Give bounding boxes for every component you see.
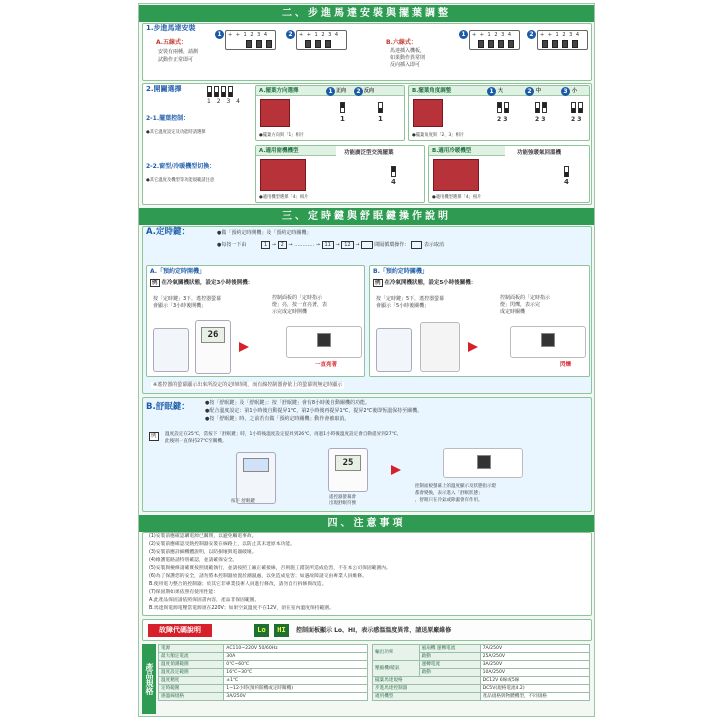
heatpump-model-desc: 功能強暖氣回溫機 bbox=[517, 150, 562, 156]
spec-key: 風扇機 運轉電流 bbox=[419, 645, 480, 653]
swing-direction-note: ●擺葉方向與「1」相片 bbox=[259, 133, 305, 138]
note-item: (4)維護電路請特別確認，並請確保安全。 bbox=[149, 558, 238, 563]
note-item: (3)安裝前應詳細機體說明，以防損壞與電器破壞。 bbox=[149, 550, 257, 555]
forward-badge: 1 bbox=[326, 87, 335, 96]
timer-on-indicator-tag: 一直亮著 bbox=[315, 362, 338, 368]
note-item: (7)保固期如果依照有使用性能： bbox=[149, 590, 219, 595]
note-item: (5)安裝與檢修請確實按照規範執行，並請按照工廠正確接線，否則施工錯誤所造成危害，不在本公司保固範圍內。 bbox=[149, 566, 391, 571]
timer-key-line1: ●做「預約定時開機」及「預約定時關機」 bbox=[217, 230, 312, 236]
spec-row bbox=[159, 645, 368, 653]
remote-control-photo bbox=[195, 320, 231, 374]
angle-big-label: 大 bbox=[498, 88, 504, 94]
window-model-note: ●適用機型選擇「4」相片 bbox=[259, 195, 309, 200]
fault-code-label: 故障代碼說明 bbox=[148, 624, 212, 637]
fault-code-row bbox=[142, 619, 592, 641]
spec-key: 溫度偵測範圍 bbox=[159, 661, 224, 669]
spec-key: 溫度設定範圍 bbox=[159, 669, 224, 677]
note-item: B.使用電力整合的控制器；於其它非專業技術人員進行修改，請勿自行拆修與改造。 bbox=[149, 582, 327, 587]
spec-group: 輸出功率 bbox=[373, 645, 420, 661]
spec-key: 定時範圍 bbox=[159, 685, 224, 693]
spec-row bbox=[159, 653, 368, 661]
timer-off-example bbox=[369, 265, 590, 377]
switch-select-title: 2.開關選擇 bbox=[146, 85, 182, 93]
five-wire-desc-2: 試動作正常即可 bbox=[158, 57, 194, 63]
timer-on-left-2: 會顯示「3小時後開機」 bbox=[153, 303, 207, 309]
reverse-switch-num: 1 bbox=[378, 115, 383, 123]
spec-group: 壓縮機/暖氣 bbox=[373, 661, 420, 677]
model-switch-note: ●其它溫度及機型等功能規範請注意 bbox=[146, 178, 215, 183]
spec-row bbox=[159, 669, 368, 677]
angle-mid-nums: 2 3 bbox=[535, 116, 546, 123]
reverse-badge: 2 bbox=[354, 87, 363, 96]
angle-small-label: 小 bbox=[572, 88, 578, 94]
sleep-example-2: 此後則一直保持27℃至關機。 bbox=[165, 439, 227, 444]
arrow-icon bbox=[239, 342, 249, 352]
spec-value: 0℃~60℃ bbox=[224, 661, 368, 669]
heatpump-switch-num: 4 bbox=[564, 178, 569, 186]
spec-value: 30A bbox=[224, 653, 368, 661]
timer-on-desc: 例 在冷氣關機狀態，設定3小時後開機： bbox=[152, 280, 254, 286]
fault-lo-icon: Lo bbox=[254, 624, 269, 637]
swing-control-note: ●其它溫度設定及功能時請選擇 bbox=[146, 130, 206, 135]
sleep-example-1: 溫度設定在25℃，當按下「舒眠鍵」時，1小時後溫度設定提昇到26℃，再過1小時後溫度設定會自動提昇到27℃， bbox=[165, 432, 402, 437]
wall-switch-photo bbox=[420, 322, 460, 372]
spec-key: 感溫線規格 bbox=[159, 693, 224, 701]
timer-off-desc: 例 在冷氣開機狀態，設定5小時後關機： bbox=[375, 280, 477, 286]
remote-lcd: 26 bbox=[201, 327, 225, 343]
spec-key: 運轉電流 bbox=[419, 661, 480, 669]
angle-small-nums: 2 3 bbox=[571, 116, 582, 123]
reverse-label: 反向 bbox=[364, 88, 375, 94]
timer-on-right-2: 燈」亮，按一直亮著，表 bbox=[272, 302, 328, 308]
six-wire-title: B.六線式： bbox=[386, 39, 417, 46]
control-panel-display bbox=[510, 326, 586, 358]
spec-row bbox=[159, 677, 368, 685]
manual-sheet bbox=[138, 3, 595, 717]
note-item: B.馬達與電源電壓當電源須在220V；如果空氣溫度不在12V，須在室內溫度保持範圍。 bbox=[149, 606, 334, 611]
sleep-line-3: ●按「舒眠鍵」時，之前若有做「預約定時關機」動作會被取消。 bbox=[205, 416, 350, 422]
note-item: A.此產品保固請依照保固書內容，產品非保固範圍。 bbox=[149, 598, 260, 603]
spec-key: 擺葉馬達規格 bbox=[373, 677, 481, 685]
spec-value: 10A/250V bbox=[480, 669, 589, 677]
note-item: (2)安裝前應確認受熱控制器安裝在線路上，以防止其未達原本功能。 bbox=[149, 542, 295, 547]
spec-key: 啟動 bbox=[419, 669, 480, 677]
control-board-photo bbox=[433, 159, 479, 191]
timer-on-example bbox=[146, 265, 365, 377]
timer-on-right-3: 示完成定時開機 bbox=[272, 309, 308, 315]
spec-value: 25A/250V bbox=[480, 653, 589, 661]
spec-value: 產品規格與物體機型，不同規格 bbox=[480, 693, 589, 701]
spec-key: 溫度精度 bbox=[159, 677, 224, 685]
timer-off-right-2: 燈」閃爍，表示完 bbox=[500, 302, 541, 308]
spec-row bbox=[373, 677, 590, 685]
swing-direction-title: A.擺葉方向選擇 bbox=[256, 86, 404, 96]
angle-big-nums: 2 3 bbox=[497, 116, 508, 123]
small-badge: 3 bbox=[561, 87, 570, 96]
spec-row bbox=[373, 685, 590, 693]
spec-value: 7A/250V bbox=[480, 645, 589, 653]
five-wire-desc-1: 安裝有兩種，請測 bbox=[158, 49, 199, 55]
sleep-remote-lcd: 25 bbox=[335, 455, 361, 471]
timer-on-right-1: 控制面板的「定時指示 bbox=[272, 295, 323, 301]
six-wire-connector-1 bbox=[469, 30, 520, 50]
five-wire-connector-1 bbox=[225, 30, 276, 50]
swing-angle-note: ●擺葉角度與「2、3」相片 bbox=[412, 133, 465, 138]
timer-off-left-2: 會顯示「5小時後關機」 bbox=[376, 303, 430, 309]
swing-angle-box bbox=[408, 85, 590, 141]
note-item: (6)為了保護您的安全，請勿將本控制器放置於潮濕處，以免造成危害；如遇故障請交由專業人員維修。 bbox=[149, 574, 367, 579]
sleep-key-title: B.舒眠鍵： bbox=[146, 402, 190, 412]
swing-angle-title: B.擺葉角度調整 bbox=[409, 86, 589, 96]
spec-value: AC110~220V 50/60Hz bbox=[224, 645, 368, 653]
timer-on-left-1: 按「定時鍵」3下，遙控器螢幕 bbox=[153, 296, 222, 302]
section-title-notes: 四、注意事項 bbox=[139, 515, 594, 532]
spec-value: DC5V(規格電流4.2) bbox=[480, 685, 589, 693]
six-wire-desc-3: 反向插入即可 bbox=[390, 62, 421, 68]
spec-row bbox=[373, 645, 590, 653]
connector-pin-labels: + + 1 2 3 4 bbox=[472, 32, 513, 38]
notes-panel bbox=[142, 532, 592, 616]
timer-footnote: ※遙控器的螢幕顯示出來所設定的定時時間，而有線控制器會依上的螢幕則無定時顯示 bbox=[153, 382, 343, 388]
swing-direction-box bbox=[255, 85, 405, 141]
spec-key: 最大額定電流 bbox=[159, 653, 224, 661]
spec-value: DC12V 6線或5線 bbox=[480, 677, 589, 685]
sleep-panel-caption-3: ，舒眠只在冷氣或除濕會有作用。 bbox=[415, 498, 483, 503]
option-2-badge-b: 2 bbox=[527, 30, 536, 39]
remote-control-photo bbox=[328, 448, 368, 492]
spec-value: 16℃~30℃ bbox=[224, 669, 368, 677]
fault-code-desc: 控制面板顯示 Lo、HI，表示感溫溫度異常，請送原廠維修 bbox=[296, 627, 452, 634]
window-switch-num: 4 bbox=[391, 178, 396, 186]
arrow-icon bbox=[391, 465, 401, 475]
timer-off-right-3: 成定時關機 bbox=[500, 309, 526, 315]
spec-value: 1~12小時(預約開機或定時關機) bbox=[224, 685, 368, 693]
connector-pin-labels: + + 1 2 3 4 bbox=[299, 32, 340, 38]
fault-hi-icon: HI bbox=[274, 624, 289, 637]
control-board-photo bbox=[413, 99, 443, 127]
six-wire-desc-1: 馬達插入機板， bbox=[390, 48, 426, 54]
angle-mid-label: 中 bbox=[536, 88, 542, 94]
heatpump-model-note: ●適用機型選擇「4」相片 bbox=[432, 195, 482, 200]
six-wire-desc-2: 如果動作異常則 bbox=[390, 55, 426, 61]
big-badge: 1 bbox=[487, 87, 496, 96]
timer-on-title: A.「預約定時開機」 bbox=[150, 268, 206, 275]
window-model-title: A.適用窗機機型 bbox=[256, 146, 336, 156]
control-board-photo bbox=[260, 159, 306, 191]
spec-value: ±1℃ bbox=[224, 677, 368, 685]
connector-pin-labels: + + 1 2 3 4 bbox=[540, 32, 581, 38]
spec-value: 3A/250V bbox=[480, 661, 589, 669]
five-wire-connector-2 bbox=[296, 30, 347, 50]
spec-row bbox=[159, 661, 368, 669]
spec-value: 3A/250V bbox=[224, 693, 368, 701]
timer-off-indicator-tag: 閃爍 bbox=[560, 362, 572, 368]
timer-off-right-1: 控制面板的「定時指示 bbox=[500, 295, 551, 301]
six-wire-connector-2 bbox=[537, 30, 588, 50]
wall-controller-photo bbox=[153, 328, 189, 372]
section-title-stepper: 二、步進馬達安裝與擺葉調整 bbox=[139, 5, 594, 22]
timer-key-line2: ●每按一下由 bbox=[217, 242, 247, 248]
spec-key: 電源 bbox=[159, 645, 224, 653]
option-1-badge-b: 1 bbox=[459, 30, 468, 39]
forward-label: 正向 bbox=[336, 88, 347, 94]
timer-off-left-1: 按「定時鍵」5下，遙控器螢幕 bbox=[376, 296, 445, 302]
note-item: (1)安裝前應確認購電源已關閉，以避免觸電事故。 bbox=[149, 534, 257, 539]
sleep-remote-caption-1: 遙控器螢幕會 bbox=[329, 495, 356, 500]
arrow-icon bbox=[468, 342, 478, 352]
model-switch-title: 2-2.窗型/冷暖機型切換： bbox=[146, 163, 216, 170]
timer-key-panel bbox=[142, 226, 592, 394]
switch-select-panel bbox=[142, 83, 592, 205]
forward-switch-num: 1 bbox=[340, 115, 345, 123]
control-board-photo bbox=[260, 99, 290, 127]
sleep-panel-caption-1: 控制面板螢幕上的溫度顯示及狀態指示燈 bbox=[415, 484, 496, 489]
stepper-install-title: 1.步進馬達安裝 bbox=[146, 24, 196, 32]
stepper-install-panel bbox=[142, 23, 592, 81]
window-model-desc: 功能廣泛型交流擺葉 bbox=[344, 150, 394, 156]
timer-off-title: B.「預約定時關機」 bbox=[373, 268, 428, 275]
spec-key: 啟動 bbox=[419, 653, 480, 661]
spec-key: 步進馬達控制器 bbox=[373, 685, 481, 693]
heatpump-model-box bbox=[428, 145, 590, 203]
sleep-panel-caption-2: 都會變換，表示進入「舒眠狀態」 bbox=[415, 491, 483, 496]
wall-controller-photo bbox=[376, 328, 412, 372]
spec-row bbox=[373, 693, 590, 701]
heatpump-model-title: B.適用冷暖機型 bbox=[429, 146, 505, 156]
control-panel-display bbox=[443, 448, 523, 478]
sleep-example-tag: 例 bbox=[151, 433, 157, 439]
dip-switch-numbers: 1 2 3 4 bbox=[207, 98, 242, 105]
sleep-key-panel bbox=[142, 397, 592, 512]
control-panel-display bbox=[286, 326, 362, 358]
sleep-line-2: ●配合溫度設定：第1小時後自動提昇1℃，第2小時後再提昇1℃，提昇2℃後即恆溫保持至關機。 bbox=[205, 408, 423, 414]
connector-pin-labels: + + 1 2 3 4 bbox=[228, 32, 269, 38]
spec-table-left bbox=[158, 644, 368, 701]
swing-control-title: 2-1.擺葉控制： bbox=[146, 115, 190, 122]
five-wire-title: A.五線式： bbox=[156, 39, 188, 46]
spec-key: 適用機型 bbox=[373, 693, 481, 701]
spec-row bbox=[159, 685, 368, 693]
sleep-press-caption: 按下 舒眠鍵 bbox=[231, 499, 255, 504]
spec-row bbox=[159, 693, 368, 701]
timer-sequence: 1 → 2 → ………… → 11 → 12 → 間隔循環操作： 表示取消 bbox=[261, 242, 444, 249]
spec-side-label: 產品規格 bbox=[142, 644, 156, 714]
sleep-line-1: ●按「舒眠鍵」及「舒眠鍵」：按「舒眠鍵」會有8小時後自動關機的功能。 bbox=[205, 400, 371, 406]
mid-badge: 2 bbox=[525, 87, 534, 96]
spec-row bbox=[373, 661, 590, 669]
window-model-box bbox=[255, 145, 425, 203]
timer-key-title: A.定時鍵： bbox=[146, 227, 190, 237]
wall-controller-photo bbox=[236, 452, 276, 504]
section-title-timer-sleep: 三、定時鍵與舒眠鍵操作說明 bbox=[139, 208, 594, 225]
sleep-remote-caption-2: 出現舒眠符號 bbox=[329, 501, 356, 506]
option-2-badge: 2 bbox=[286, 30, 295, 39]
option-1-badge: 1 bbox=[215, 30, 224, 39]
spec-table-right bbox=[372, 644, 590, 701]
